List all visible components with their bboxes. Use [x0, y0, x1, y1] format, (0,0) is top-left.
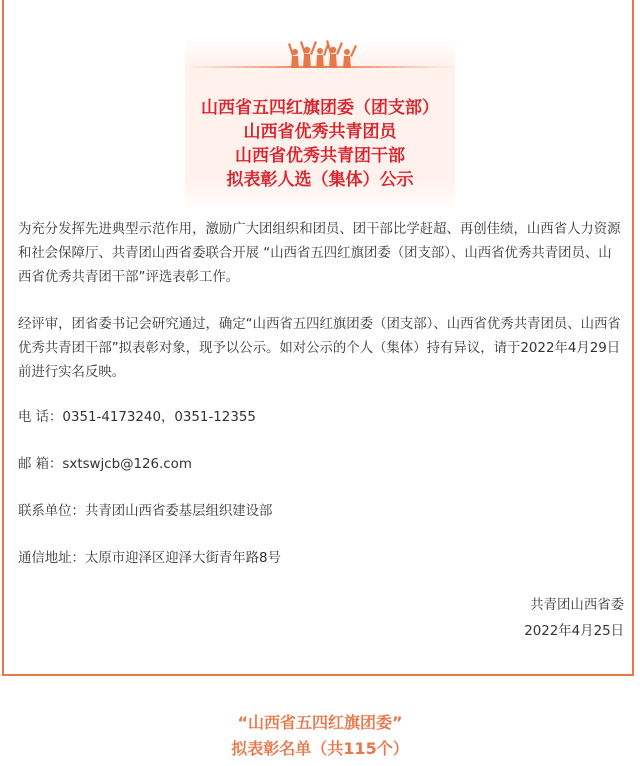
signature-date: 2022年4月25日: [524, 624, 624, 639]
title-line-3: 山西省优秀共青团干部: [235, 146, 405, 166]
signature-org: 共青团山西省委: [530, 598, 624, 613]
title-line-2: 山西省优秀共青团员: [243, 122, 397, 142]
title-line-1: 山西省五四红旗团委（团支部）: [201, 98, 439, 118]
contact-unit-line: 联系单位：共青团山西省委基层组织建设部: [18, 504, 273, 519]
list-heading: [120, 710, 520, 762]
intro-paragraph: 为充分发挥先进典型示范作用，激励广大团组织和团员、团干部比学赶超、再创佳绩，山西省人力资源和社会保障厅、共青团山西省委联合开展 “山西省五四红旗团委（团支部）、山西省优秀共青团员、山西省优秀共青团干部”评选表彰工作。: [18, 222, 621, 285]
address-line: 通信地址：太原市迎泽区迎泽大街青年路8号: [18, 551, 281, 566]
title-line-4: 拟表彰人选（集体）公示: [226, 170, 414, 190]
list-heading-line-2: 拟表彰名单（共115个）: [231, 739, 409, 758]
cheering-crowd-icon: [287, 38, 357, 68]
review-paragraph: 经评审，团省委书记会研究通过，确定“山西省五四红旗团委（团支部）、山西省优秀共青团员、山西省优秀共青团干部”拟表彰对象，现予以公示。如对公示的个人（集体）持有异议，请于2022年4月29日前进行实名反映。: [18, 317, 621, 380]
email-line: 邮 箱：sxtswjcb@126.com: [18, 457, 192, 472]
list-heading-line-1: “山西省五四红旗团委”: [237, 713, 403, 732]
phone-line: 电 话：0351-4173240，0351-12355: [18, 410, 256, 425]
page-title: [150, 96, 490, 192]
